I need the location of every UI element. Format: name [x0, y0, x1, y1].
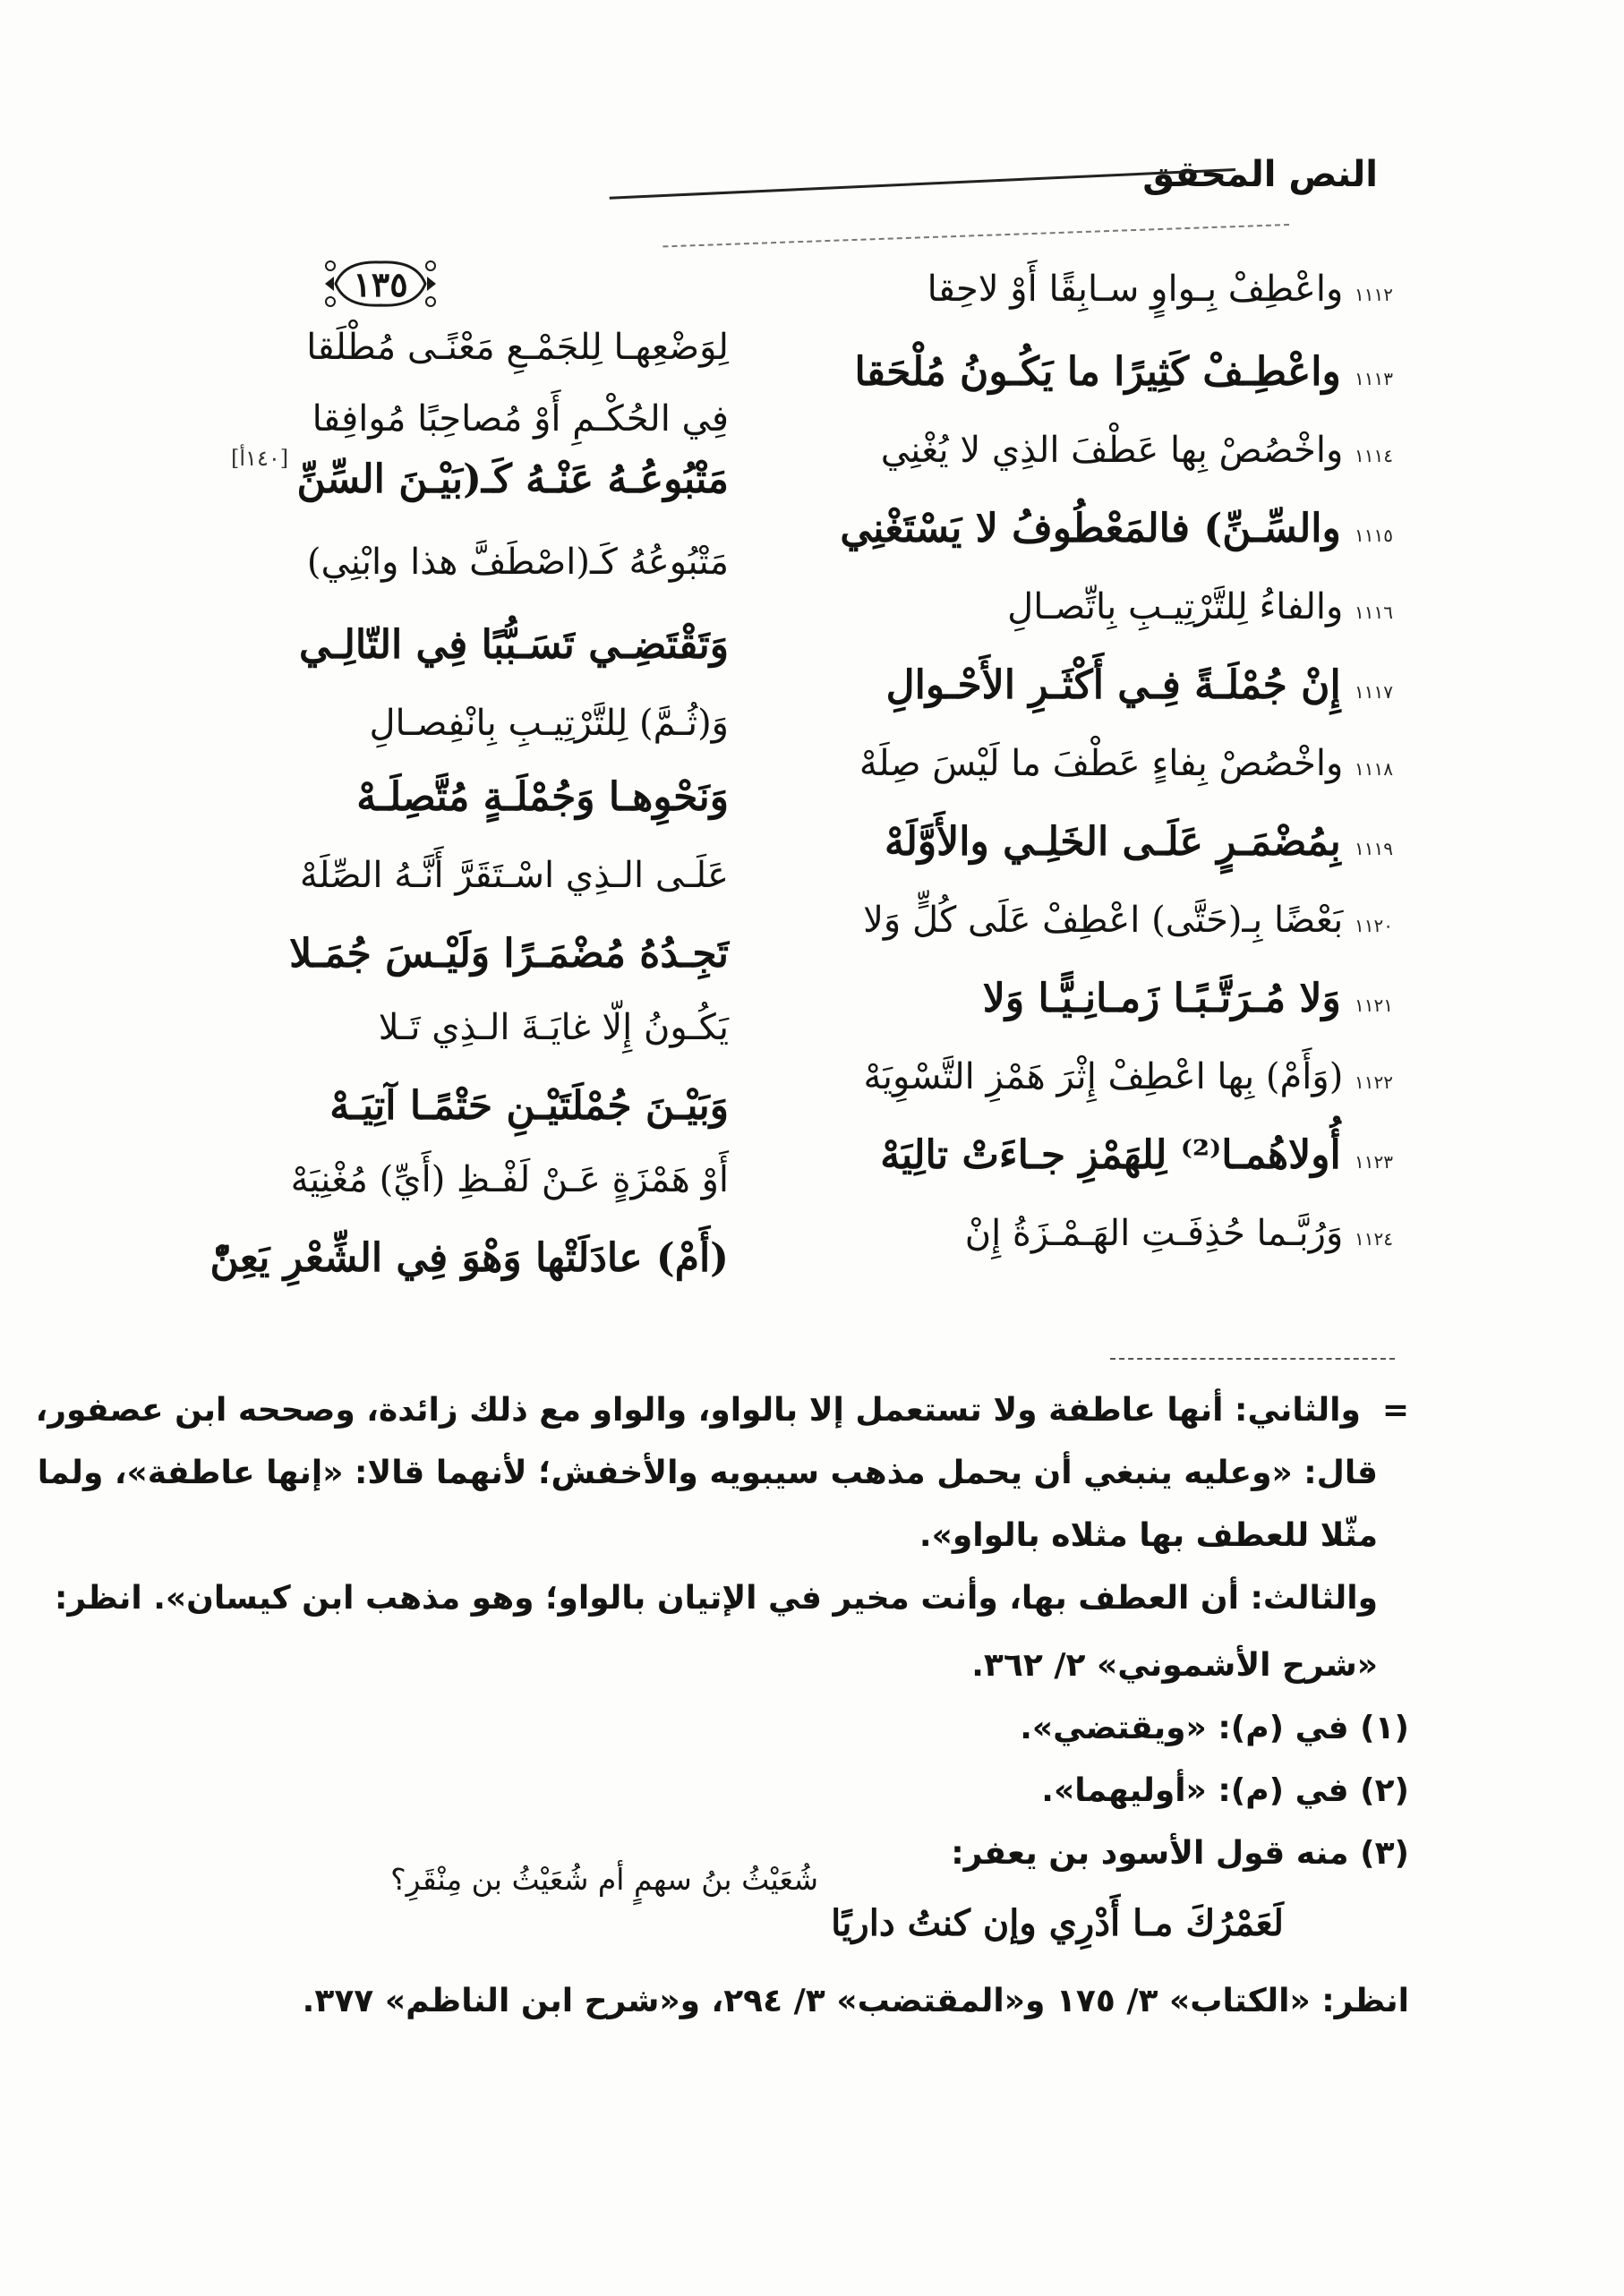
footnote-cont-line1: =والثاني: أنها عاطفة ولا تستعمل إلا بالواو، والواو مع ذلك زائدة، وصححه ابن عصفور،	[35, 1392, 1409, 1429]
footnote-cont-line3: مثّلا للعطف بها مثلاه بالواو».	[919, 1517, 1378, 1554]
manuscript-folio-ref: [١٤٠أ]	[231, 446, 289, 471]
page-number: ١٣٥	[353, 263, 408, 304]
verse-1117-first: ١١١٧ إِنْ جُمْلَـةً فِـي أَكْثَـرِ الأَحْـوالِ	[885, 662, 1393, 708]
verse-1121-second: يَكُـونُ إِلّا غايَـةَ الـذِي تَـلا	[378, 1007, 729, 1048]
verse-1122-second: وَبَيْـنَ جُمْلَتَيْـنِ حَتْمًـا آتِيَـهْ	[329, 1083, 729, 1129]
verse-1123-first: ١١٢٣ أُولاهُمـا⁽²⁾ لِلهَمْزِ جـاءَتْ تالِيَهْ	[880, 1132, 1393, 1178]
header-rule	[610, 168, 1235, 200]
verse-1117-second: وَ(ثُـمَّ) لِلتَّرْتِيـبِ بِانْفِصـالِ	[369, 703, 729, 744]
footnote-quote-first: لَعَمْرُكَ مـا أَدْرِي وإن كنتُ داريًا	[831, 1902, 1284, 1944]
verse-1113-second: فِي الحُكْـمِ أَوْ مُصاحِبًا مُوافِقا	[312, 398, 729, 440]
footnote-cont-line2: قال: «وعليه ينبغي أن يحمل مذهب سيبويه والأخفش؛ لأنهما قالا: «إنها عاطفة»، ولما	[37, 1455, 1378, 1491]
verse-1112-first: ١١١٢ واعْطِفْ بِـواوٍ سـابِقًا أَوْ لاحِقا	[927, 269, 1393, 310]
verse-1113-first: ١١١٣ واعْطِـفْ كَثِيرًا ما يَكُـونُ مُلْحَقا	[854, 349, 1393, 395]
verse-1123-second: أَوْ هَمْزَةٍ عَـنْ لَفْـظِ (أَيِّ) مُغْنِيَهْ	[290, 1159, 729, 1200]
verse-1118-first: ١١١٨ واخْصُصْ بِفاءٍ عَطْفَ ما لَيْسَ صِلَهْ	[859, 743, 1393, 784]
verse-1115-first: ١١١٥ والسِّـنِّ) فالمَعْطُوفُ لا يَسْتَغْنِي	[840, 506, 1393, 551]
verse-1121-first: ١١٢١ وَلا مُـرَتَّـبًـا زَمـانِـيًّـا وَلا	[982, 976, 1393, 1021]
verse-1116-second: وَتَقْتَضِـي تَسَـبُّبًا فِي التّالِـي	[298, 622, 729, 668]
verse-1114-first: ١١١٤ واخْصُصْ بِها عَطْفَ الذِي لا يُغْنِي	[880, 430, 1393, 471]
verse-1116-first: ١١١٦ والفاءُ لِلتَّرْتِيـبِ بِاتِّصـالِ	[1007, 586, 1393, 627]
footnote-cont-line5: «شرح الأشموني» ٢/ ٣٦٢.	[971, 1647, 1378, 1684]
footnote-quote-second: شُعَيْثُ بنُ سهمٍ أم شُعَيْثُ بن مِنْقَرِ؟	[390, 1862, 818, 1897]
verse-1115-second: مَتْبُوعُهُ كَـ(اصْطَفَّ هذا وابْنِي)	[306, 542, 729, 583]
header-dashed-rule	[662, 224, 1289, 247]
verse-1119-second: عَلَـى الـذِي اسْـتَقَرَّ أَنَّـهُ الصِّلَهْ	[299, 855, 729, 896]
footnote-1: (١) في (م): «ويقتضي».	[1020, 1710, 1409, 1746]
verse-1114-second: مَتْبُوعُـهُ عَنْـهُ كَـ(بَيْـنَ السِّنِّ	[296, 457, 729, 502]
footnote-3: (٣) منه قول الأسود بن يعفر:	[951, 1835, 1409, 1872]
verse-1124-second: (أَمْ) عادَلَتْها وَهْوَ فِي الشِّعْرِ يَعِنّْ	[209, 1235, 729, 1281]
footnote-cont-line4: والثالث: أن العطف بها، وأنت مخير في الإتيان بالواو؛ وهو مذهب ابن كيسان». انظر:	[54, 1580, 1378, 1617]
verse-1120-second: تَجِـدُهُ مُضْمَـرًا وَلَيْـسَ جُمَـلا	[289, 931, 729, 977]
verse-1112-second: لِوَضْعِهـا لِلجَمْـعِ مَعْنًـى مُطْلَقا	[306, 327, 729, 368]
verse-1120-first: ١١٢٠ بَعْضًا بِـ(حَتَّى) اعْطِفْ عَلَى كُلٍّ وَلا	[863, 900, 1393, 941]
footnote-2: (٢) في (م): «أوليهما».	[1041, 1772, 1409, 1809]
verse-1119-first: ١١١٩ بِمُضْمَـرٍ عَلَـى الخَلِـي والأَوَّلَهْ	[884, 819, 1393, 865]
verse-1124-first: ١١٢٤ وَرُبَّـما حُذِفَـتِ الهَـمْـزَةُ إِنْ	[964, 1213, 1393, 1254]
footnote-separator	[1110, 1358, 1395, 1360]
footnote-source: انظر: «الكتاب» ٣/ ١٧٥ و«المقتضب» ٣/ ٢٩٤، و«شرح ابن الناظم» ٣٧٧.	[302, 1983, 1409, 2019]
running-header-title: النص المحقق	[1142, 154, 1378, 195]
verse-1118-second: وَنَحْوِهـا وَجُمْلَـةٍ مُتَّصِلَـهْ	[356, 774, 729, 820]
verse-1122-first: ١١٢٢ (وَأَمْ) بِها اعْطِفْ إِثْرَ هَمْزِ التَّسْوِيَهْ	[863, 1056, 1393, 1097]
